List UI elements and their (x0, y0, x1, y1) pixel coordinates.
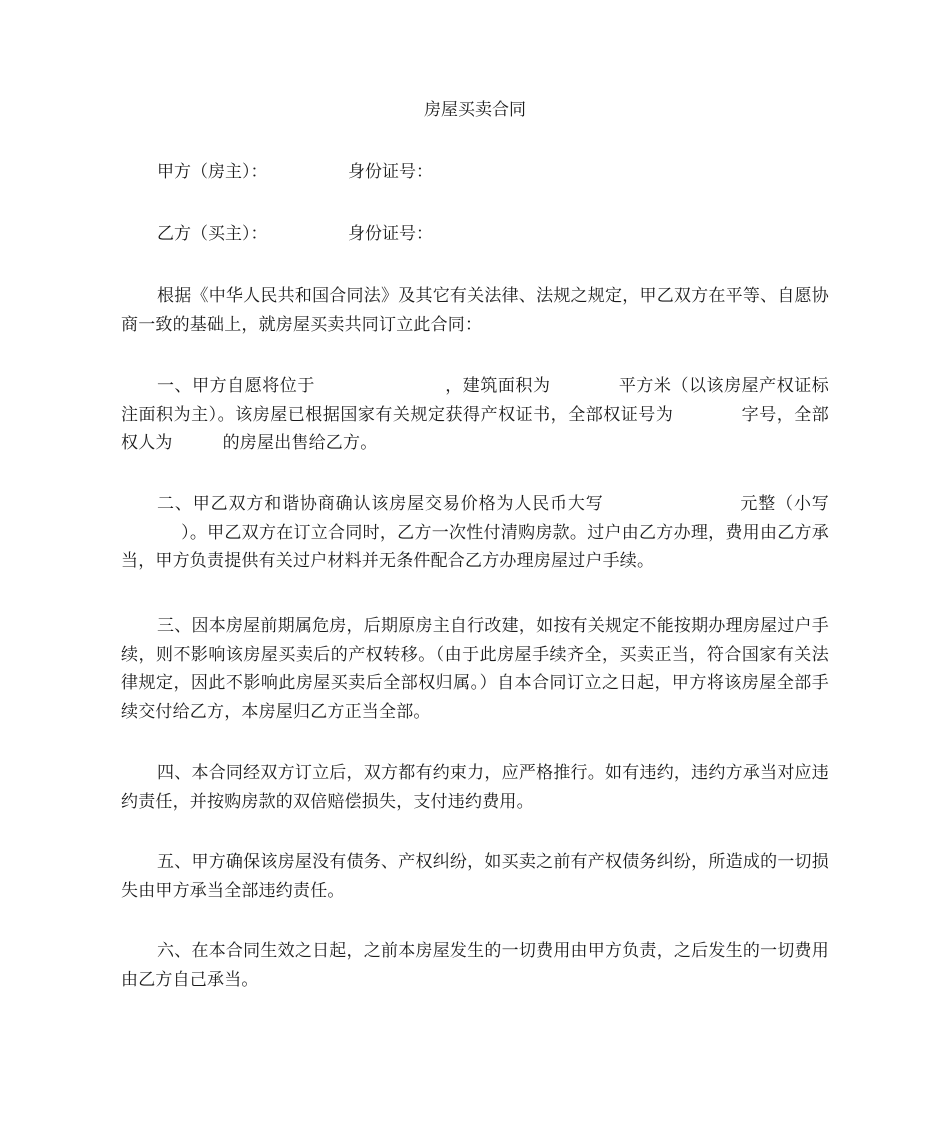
clause-1 (121, 372, 829, 458)
page-title: 房屋买卖合同 (424, 100, 526, 120)
clause-2 (121, 490, 829, 576)
clause-1-part-2: ，建筑面积为 (444, 376, 551, 396)
clause-1-part-3: 平方米（以该房屋产权证标注面积为主）。该房屋已根据国家有关规定获得产权证书，全部权证号为 (121, 376, 830, 425)
clause-2-part-3: ）。甲乙双方在订立合同时，乙方一次性付清购房款。过户由乙方办理，费用由乙方承当，甲方负责提供有关过户材料并无条件配合乙方办理房屋过户手续。 (121, 522, 829, 571)
clause-4: 四、本合同经双方订立后，双方都有约束力，应严格推行。如有违约，违约方承当对应违约责任，并按购房款的双倍赔偿损失，支付违约费用。 (121, 763, 829, 812)
clause-1-part-5: 的房屋出售给乙方。 (222, 433, 378, 453)
clause-2-part-1: 二、甲乙双方和谐协商确认该房屋交易价格为人民币大写 (157, 494, 604, 514)
clause-2-part-2: 元整（小写 (739, 494, 830, 514)
clause-3: 三、因本房屋前期属危房，后期原房主自行改建，如按有关规定不能按期办理房屋过户手续，则不影响该房屋买卖后的产权转移。（由于此房屋手续齐全，买卖正当，符合国家有关法律规定，因此不影响此房屋买卖后全部权归属。）自本合同订立之日起，甲方将该房屋全部手续交付给乙方，本房屋归乙方正当全部。 (121, 616, 829, 722)
party-b-label: 乙方（买主）： (157, 224, 268, 244)
clause-5: 五、甲方确保该房屋没有债务、产权纠纷，如买卖之前有产权债务纠纷，所造成的一切损失由甲方承当全部违约责任。 (121, 852, 829, 901)
party-a-line (157, 160, 433, 184)
party-b-line (157, 222, 433, 246)
clause-6: 六、在本合同生效之日起，之前本房屋发生的一切费用由甲方负责，之后发生的一切费用由乙方自己承当。 (121, 941, 829, 990)
clause-1-part-1: 一、甲方自愿将位于 (157, 376, 315, 396)
party-b-id-label: 身份证号： (348, 224, 433, 244)
intro-paragraph: 根据《中华人民共和国合同法》及其它有关法律、法规之规定，甲乙双方在平等、自愿协商一致的基础上，就房屋买卖共同订立此合同： (121, 286, 829, 335)
party-a-label: 甲方（房主）： (157, 162, 268, 182)
party-a-id-label: 身份证号： (348, 162, 433, 182)
clause-1-part-4: 字号，全部权人为 (121, 404, 829, 453)
